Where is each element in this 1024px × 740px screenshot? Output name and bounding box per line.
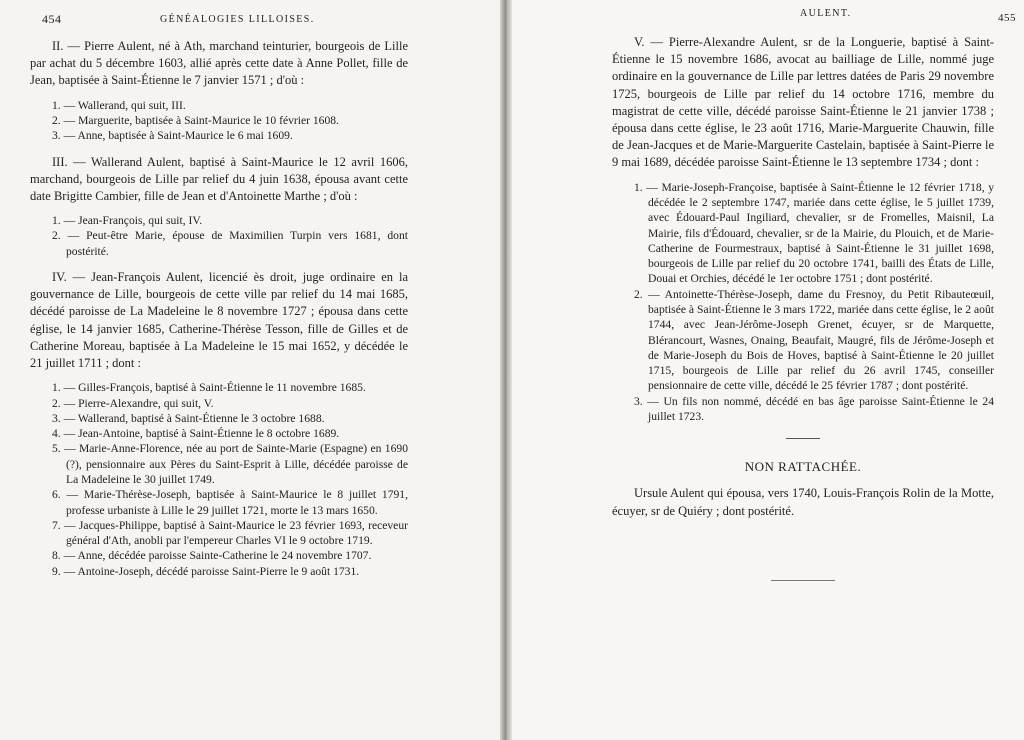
list-item: 7. — Jacques-Philippe, baptisé à Saint-Maurice le 23 février 1693, receveur général d'Ath, anobli par l'empereur Charles VI le 9 octobre 1719. [52, 518, 408, 548]
running-head-left: GÉNÉALOGIES LILLOISES. [160, 14, 315, 25]
page-number-right: 455 [998, 12, 1016, 24]
paragraph-iii: III. — Wallerand Aulent, baptisé à Saint-Maurice le 12 avril 1606, marchand, bourgeois de Lille par relief du 4 juin 1638, épousa avant cette date Brigitte Cambier, fille de Jean et d'Antoinette Marthe ; d'où : [30, 154, 408, 203]
list-item: 1. — Marie-Joseph-Françoise, baptisée à Saint-Étienne le 12 février 1718, y décédée le 2 septembre 1747, mariée dans cette église, le 5 juillet 1739, avec Édouard-Paul Ingiliard, chevalier, sr de Fromelles, Maisnil, La Mairie, fils d'Édouard, chevalier, sr de la Mairie, du Plouich, et de Marie-Catherine de Fourmestraux, baptisé à Saint-Étienne le 31 juillet 1698, bourgeois de Lille par relief du 20 octobre 1741, bailli des États de Lille, Douai et Orchies, décédé le 1er octobre 1751 ; dont postérité. [634, 180, 994, 286]
list-item: 1. — Jean-François, qui suit, IV. [52, 214, 203, 228]
list-item: 3. — Wallerand, baptisé à Saint-Étienne le 3 octobre 1688. [52, 411, 325, 425]
list-item: 2. — Pierre-Alexandre, qui suit, V. [52, 396, 214, 410]
children-list-ii [30, 98, 408, 144]
list-item: 2. — Peut-être Marie, épouse de Maximilien Turpin vers 1681, dont postérité. [52, 229, 408, 258]
left-page-header [30, 10, 408, 34]
paragraph-ii: II. — Pierre Aulent, né à Ath, marchand teinturier, bourgeois de Lille par achat du 5 décembre 1603, allié après cette date à Anne Pollet, fille de Jean, baptisée à Saint-Étienne le 7 janvier 1571 ; d'où : [30, 39, 408, 88]
running-head-right: AULENT. [800, 8, 852, 19]
list-item: 3. — Un fils non nommé, décédé en bas âge paroisse Saint-Étienne le 24 juillet 1723. [634, 394, 994, 424]
children-list-iv [30, 380, 408, 579]
list-item: 9. — Antoine-Joseph, décédé paroisse Saint-Pierre le 9 août 1731. [52, 564, 360, 578]
end-divider [771, 580, 835, 581]
section-title-non-rattachee: NON RATTACHÉE. [744, 459, 862, 475]
paragraph-ursule: Ursule Aulent qui épousa, vers 1740, Louis-François Rolin de la Motte, écuyer, sr de Quiéry ; dont postérité. [612, 486, 994, 518]
list-item: 4. — Jean-Antoine, baptisé à Saint-Étienne le 8 octobre 1689. [52, 427, 340, 441]
paragraph-iv: IV. — Jean-François Aulent, licencié ès droit, juge ordinaire en la gouvernance de Lille, bourgeois de cette ville par relief du 14 mai 1685, décédé paroisse de La Madeleine le 8 novembre 1727 ; épousa dans cette église, le 14 janvier 1685, Catherine-Thérèse Tesson, fille de Gilles et de Catherine Moreau, baptisée à La Madeleine le 15 mai 1652, y décédée le 21 juillet 1711 ; dont : [30, 270, 408, 371]
right-page [512, 0, 1024, 740]
list-item: 5. — Marie-Anne-Florence, née au port de Sainte-Marie (Espagne) en 1690 (?), pensionnaire aux Pères du Saint-Esprit à Lille, décédée paroisse de La Madeleine le 30 juillet 1749. [52, 442, 408, 486]
list-item: 8. — Anne, décédée paroisse Sainte-Catherine le 24 novembre 1707. [52, 549, 372, 563]
list-item: 2. — Marguerite, baptisée à Saint-Maurice le 10 février 1608. [52, 113, 339, 127]
children-list-iii [30, 213, 408, 259]
page-number-left: 454 [42, 12, 62, 26]
list-item: 1. — Wallerand, qui suit, III. [52, 98, 186, 112]
children-list-v [612, 180, 994, 425]
paragraph-v: V. — Pierre-Alexandre Aulent, sr de la Longuerie, baptisé à Saint-Étienne le 15 novembre 1686, avocat au bailliage de Lille, nommé juge ordinaire en la gouvernance de Lille par lettres datées de Paris 29 novembre 1725, bourgeois de Lille par relief du 14 octobre 1716, membre du magistrat de cette ville, décédé paroisse Saint-Étienne le 21 janvier 1738 ; épousa dans cette église, le 23 août 1716, Marie-Marguerite Chauwin, fille de Jean-Jacques et de Marie-Marguerite Castelain, baptisée à Saint-Pierre le 9 mai 1689, décédée paroisse Saint-Étienne le 13 septembre 1734 ; dont : [612, 35, 994, 170]
list-item: 2. — Antoinette-Thérèse-Joseph, dame du Fresnoy, du Petit Ribauteœuil, baptisée à Saint-Étienne le 3 mars 1722, mariée dans cette église, le 2 août 1744, avec Jean-Jérôme-Joseph Grenet, écuyer, sr de Marquette, Blérancourt, Wasnes, Onaing, Beaufait, Maugré, fils de Jérôme-Joseph et de Marie-Joseph du Bois de Hoves, baptisé à Saint-Étienne le 20 juillet 1715, bourgeois de Lille par relief du 26 avril 1745, conseiller pensionnaire de cette ville, décédé le 25 février 1787 ; dont postérité. [634, 287, 994, 393]
left-page [0, 0, 500, 740]
list-item: 3. — Anne, baptisée à Saint-Maurice le 6 mai 1609. [52, 129, 293, 143]
section-divider [786, 438, 820, 439]
list-item: 1. — Gilles-François, baptisé à Saint-Étienne le 11 novembre 1685. [52, 381, 366, 395]
right-page-header [612, 8, 1016, 34]
list-item: 6. — Marie-Thérèse-Joseph, baptisée à Saint-Maurice le 8 juillet 1791, professe urbaniste à Lille le 29 juillet 1721, morte le 13 mars 1650. [52, 488, 408, 517]
book-gutter [500, 0, 512, 740]
